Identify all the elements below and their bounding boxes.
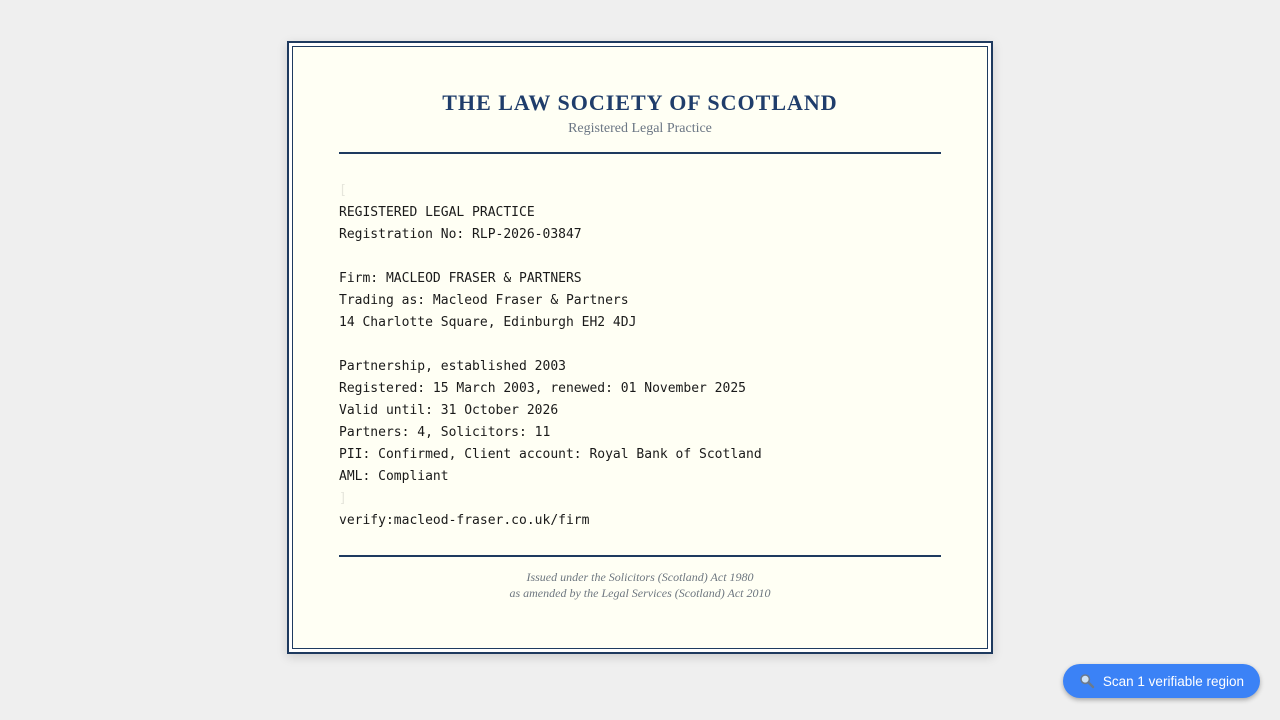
registration-line: Partners: 4, Solicitors: 11: [339, 425, 551, 440]
region-marker-open: [: [339, 183, 347, 198]
certificate-inner-frame: [292, 46, 988, 649]
blank-line: [339, 246, 941, 268]
registration-line: Registration No: RLP-2026-03847: [339, 227, 582, 242]
scan-button-label: Scan 1 verifiable region: [1102, 673, 1244, 689]
footer-legal-line1: Issued under the Solicitors (Scotland) Act 1980: [526, 570, 754, 584]
magnifier-icon: [1079, 673, 1095, 689]
registration-line: REGISTERED LEGAL PRACTICE: [339, 205, 535, 220]
verify-line: verify:macleod-fraser.co.uk/firm: [339, 513, 590, 528]
registration-details: [339, 180, 941, 532]
scan-regions-button[interactable]: [1063, 664, 1260, 698]
region-marker-close: ]: [339, 491, 347, 506]
certificate: [287, 41, 993, 654]
header-divider: [339, 152, 941, 154]
registration-line: Partnership, established 2003: [339, 359, 566, 374]
registration-line: 14 Charlotte Square, Edinburgh EH2 4DJ: [339, 315, 637, 330]
blank-line: [339, 334, 941, 356]
registration-line: Trading as: Macleod Fraser & Partners: [339, 293, 629, 308]
registration-line: AML: Compliant: [339, 469, 449, 484]
registration-line: Valid until: 31 October 2026: [339, 403, 559, 418]
certificate-subtitle: Registered Legal Practice: [568, 121, 712, 136]
registration-line: PII: Confirmed, Client account: Royal Bank of Scotland: [339, 447, 762, 462]
registration-line: Registered: 15 March 2003, renewed: 01 November 2025: [339, 381, 746, 396]
certificate-title: THE LAW SOCIETY OF SCOTLAND: [442, 90, 838, 115]
certificate-footer: [339, 570, 941, 601]
registration-line: Firm: MACLEOD FRASER & PARTNERS: [339, 271, 582, 286]
footer-legal-line2: as amended by the Legal Services (Scotland) Act 2010: [509, 585, 771, 600]
footer-divider: [339, 555, 941, 557]
